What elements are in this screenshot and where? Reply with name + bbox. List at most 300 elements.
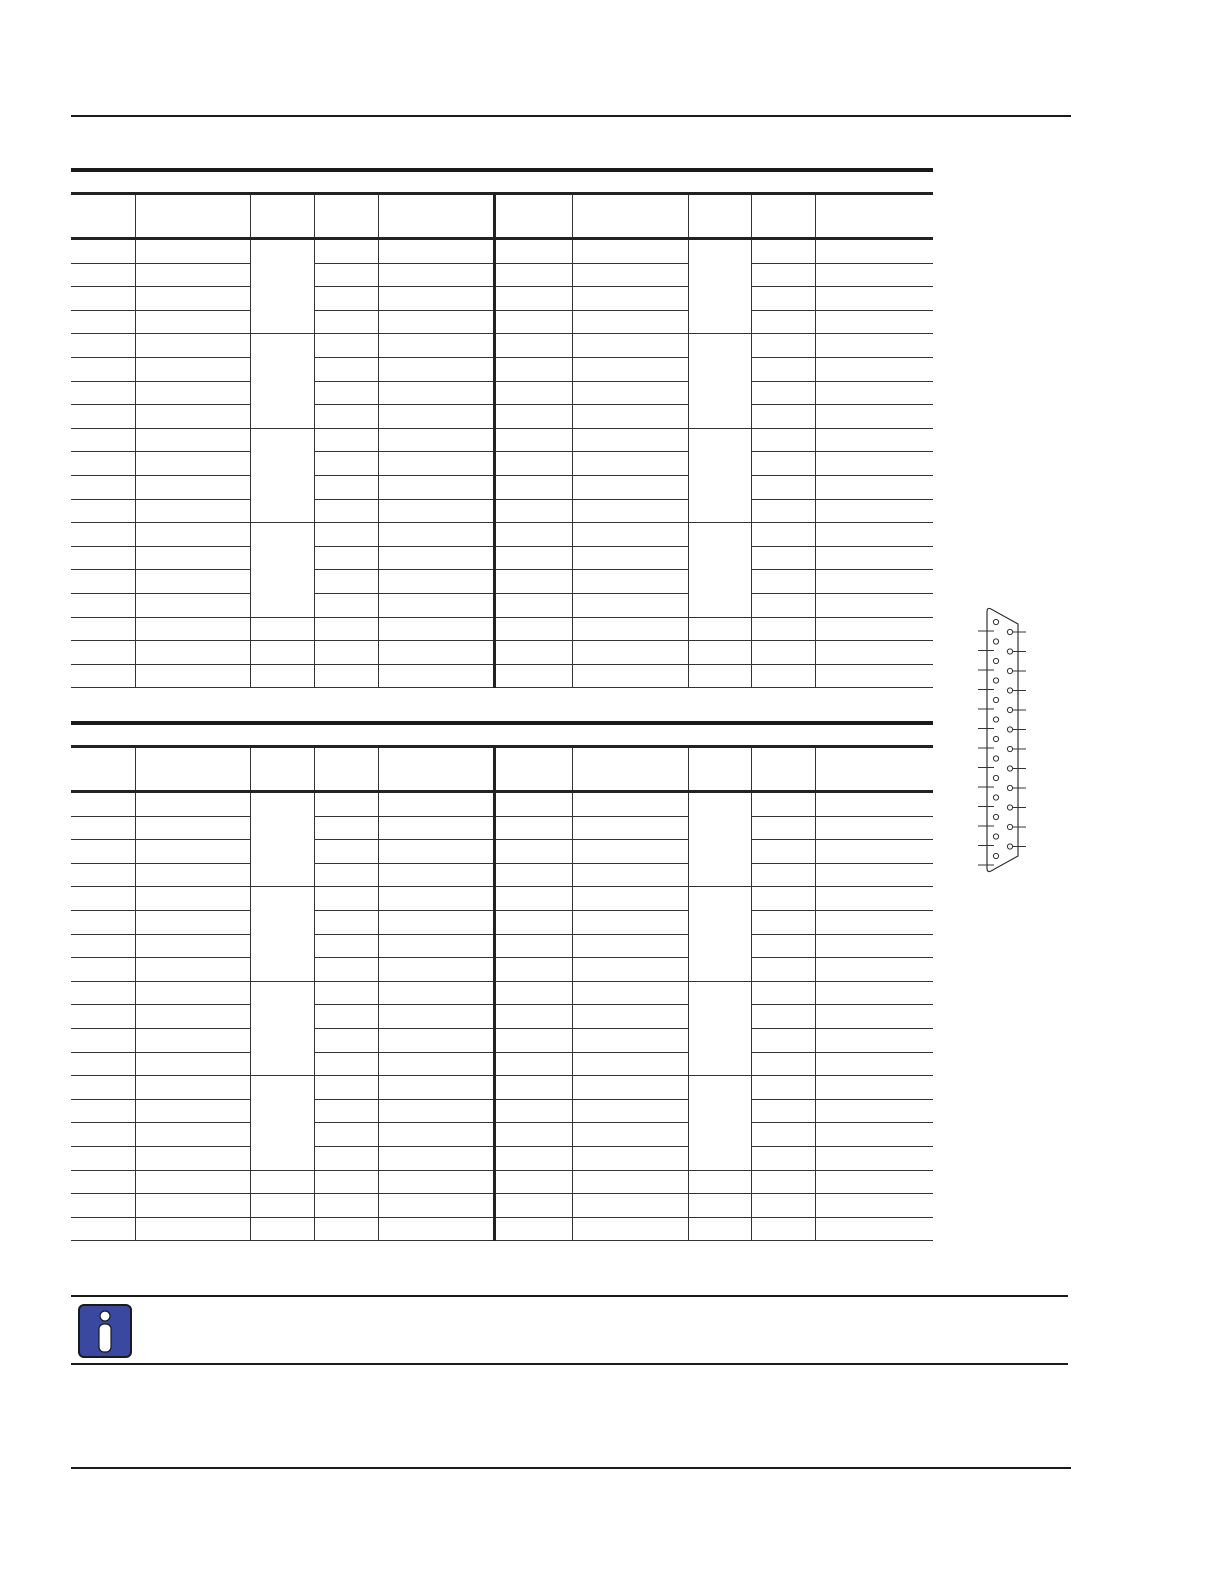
table-cell — [494, 357, 572, 381]
table-cell — [71, 546, 135, 570]
table-cell — [751, 593, 815, 617]
connector-pin — [993, 658, 998, 663]
table-cell — [494, 570, 572, 594]
table-cell — [135, 816, 250, 840]
table-cell — [71, 958, 135, 982]
table-row — [71, 593, 933, 617]
table-cell — [688, 840, 751, 864]
table-cell — [751, 1170, 815, 1194]
table-cell — [815, 1146, 933, 1170]
connector-pin — [993, 853, 998, 858]
table-cell — [135, 863, 250, 887]
table-cell — [378, 792, 494, 817]
table-cell — [314, 523, 378, 547]
table-cell — [815, 1170, 933, 1194]
table-cell — [378, 546, 494, 570]
table-cell — [572, 792, 688, 817]
table-cell — [572, 334, 688, 358]
connector-pin — [993, 834, 998, 839]
table-cell — [751, 381, 815, 405]
note-bottom-rule — [71, 1363, 1068, 1365]
table-cell — [314, 263, 378, 287]
table-cell — [494, 958, 572, 982]
table-row — [71, 357, 933, 381]
table-cell — [314, 1194, 378, 1218]
table-cell — [751, 405, 815, 429]
table-cell — [572, 816, 688, 840]
table-cell — [494, 405, 572, 429]
table-cell — [250, 1123, 314, 1147]
table-cell — [378, 475, 494, 499]
table-cell — [314, 570, 378, 594]
table-cell — [494, 840, 572, 864]
table-cell — [135, 1146, 250, 1170]
table-cell — [688, 499, 751, 523]
table-cell — [572, 1123, 688, 1147]
table-cell — [688, 593, 751, 617]
table-row — [71, 934, 933, 958]
table-cell — [494, 263, 572, 287]
table-cell — [71, 310, 135, 334]
table-cell — [572, 499, 688, 523]
connector-pin — [993, 814, 998, 819]
table-cell — [815, 452, 933, 476]
connector-pin — [1007, 824, 1012, 829]
table-row — [71, 570, 933, 594]
table-cell — [815, 1194, 933, 1218]
table-cell — [815, 381, 933, 405]
table-cell — [572, 981, 688, 1005]
table-cell — [494, 816, 572, 840]
table-cell — [314, 816, 378, 840]
table-cell — [135, 641, 250, 665]
table-cell — [815, 334, 933, 358]
table-cell — [135, 934, 250, 958]
table-cell — [688, 1052, 751, 1076]
table-row — [71, 863, 933, 887]
connector-pin — [1007, 805, 1012, 810]
table-cell — [688, 1099, 751, 1123]
table-cell — [494, 1146, 572, 1170]
table-cell — [71, 239, 135, 264]
table-cell — [71, 981, 135, 1005]
header-cell — [250, 194, 314, 239]
table-cell — [751, 1028, 815, 1052]
table-cell — [71, 357, 135, 381]
pinout-table-2 — [71, 745, 933, 1241]
table-cell — [378, 1217, 494, 1241]
table-cell — [314, 664, 378, 688]
table-cell — [250, 664, 314, 688]
table-cell — [314, 593, 378, 617]
table-cell — [378, 840, 494, 864]
header-rule — [71, 115, 1071, 117]
table-cell — [135, 357, 250, 381]
table-row — [71, 887, 933, 911]
header-cell — [250, 747, 314, 792]
table-cell — [135, 523, 250, 547]
table-cell — [751, 1123, 815, 1147]
table-cell — [250, 887, 314, 911]
table-cell — [314, 910, 378, 934]
table-cell — [135, 664, 250, 688]
table-cell — [572, 664, 688, 688]
header-cell — [688, 747, 751, 792]
table-cell — [314, 1005, 378, 1029]
table-cell — [135, 263, 250, 287]
table-cell — [688, 641, 751, 665]
table-cell — [751, 816, 815, 840]
table-header-row — [71, 747, 933, 792]
table-cell — [572, 310, 688, 334]
table-cell — [135, 570, 250, 594]
table-cell — [751, 475, 815, 499]
table-cell — [314, 334, 378, 358]
table-cell — [250, 792, 314, 817]
header-cell — [494, 747, 572, 792]
table-cell — [751, 934, 815, 958]
table-cell — [250, 381, 314, 405]
table-cell — [494, 428, 572, 452]
table-cell — [572, 840, 688, 864]
table-cell — [378, 1052, 494, 1076]
table-cell — [688, 981, 751, 1005]
table-cell — [572, 287, 688, 311]
table-cell — [71, 593, 135, 617]
table-cell — [250, 1146, 314, 1170]
table-cell — [815, 863, 933, 887]
table-cell — [688, 570, 751, 594]
header-cell — [815, 747, 933, 792]
table-cell — [494, 287, 572, 311]
table-cell — [751, 1099, 815, 1123]
table-cell — [688, 263, 751, 287]
header-cell — [314, 194, 378, 239]
table-cell — [494, 910, 572, 934]
table-cell — [572, 475, 688, 499]
connector-pin — [1007, 688, 1012, 693]
note-top-rule — [71, 1295, 1068, 1297]
table-row — [71, 499, 933, 523]
table-cell — [378, 428, 494, 452]
connector-pin — [1007, 844, 1012, 849]
table-cell — [494, 617, 572, 641]
table-cell — [572, 452, 688, 476]
connector-pin — [1007, 766, 1012, 771]
table-cell — [815, 792, 933, 817]
table-cell — [250, 452, 314, 476]
connector-pin — [993, 795, 998, 800]
table-cell — [572, 641, 688, 665]
table-2-top-rule — [71, 721, 933, 725]
table-cell — [71, 816, 135, 840]
table-1-top-rule — [71, 168, 933, 172]
table-cell — [135, 910, 250, 934]
table-cell — [751, 1194, 815, 1218]
table-cell — [135, 887, 250, 911]
table-cell — [378, 239, 494, 264]
table-cell — [494, 1052, 572, 1076]
table-cell — [572, 1146, 688, 1170]
table-cell — [314, 840, 378, 864]
table-cell — [751, 357, 815, 381]
table-cell — [250, 617, 314, 641]
table-cell — [250, 357, 314, 381]
table-cell — [688, 287, 751, 311]
table-cell — [71, 1099, 135, 1123]
table-cell — [572, 1076, 688, 1100]
table-cell — [494, 475, 572, 499]
table-cell — [688, 958, 751, 982]
header-cell — [751, 194, 815, 239]
table-cell — [378, 863, 494, 887]
connector-pin — [1007, 668, 1012, 673]
table-cell — [815, 641, 933, 665]
table-cell — [572, 958, 688, 982]
table-cell — [135, 840, 250, 864]
table-cell — [572, 428, 688, 452]
table-cell — [135, 381, 250, 405]
table-cell — [688, 452, 751, 476]
table-cell — [71, 934, 135, 958]
table-cell — [688, 357, 751, 381]
table-cell — [250, 840, 314, 864]
table-cell — [572, 546, 688, 570]
connector-pin — [993, 756, 998, 761]
table-cell — [815, 910, 933, 934]
table-cell — [688, 887, 751, 911]
table-cell — [314, 381, 378, 405]
table-cell — [494, 239, 572, 264]
table-cell — [378, 617, 494, 641]
table-cell — [494, 863, 572, 887]
table-cell — [815, 981, 933, 1005]
table-cell — [494, 1123, 572, 1147]
table-cell — [751, 499, 815, 523]
table-cell — [250, 863, 314, 887]
table-cell — [71, 1146, 135, 1170]
table-cell — [815, 287, 933, 311]
table-cell — [815, 1005, 933, 1029]
table-row — [71, 428, 933, 452]
table-cell — [688, 334, 751, 358]
table-cell — [572, 1217, 688, 1241]
table-cell — [494, 1194, 572, 1218]
table-cell — [815, 617, 933, 641]
table-cell — [378, 641, 494, 665]
table-row — [71, 1146, 933, 1170]
table-cell — [751, 664, 815, 688]
table-cell — [572, 523, 688, 547]
table-row — [71, 641, 933, 665]
table-cell — [250, 816, 314, 840]
table-cell — [378, 1194, 494, 1218]
table-cell — [314, 934, 378, 958]
table-cell — [572, 863, 688, 887]
table-cell — [314, 958, 378, 982]
table-cell — [688, 310, 751, 334]
table-row — [71, 1076, 933, 1100]
table-cell — [71, 499, 135, 523]
table-cell — [494, 641, 572, 665]
table-cell — [751, 546, 815, 570]
table-cell — [71, 405, 135, 429]
table-cell — [71, 287, 135, 311]
connector-pin — [1007, 727, 1012, 732]
table-cell — [378, 1028, 494, 1052]
table-cell — [688, 523, 751, 547]
table-cell — [378, 523, 494, 547]
table-cell — [314, 452, 378, 476]
table-cell — [378, 816, 494, 840]
table-cell — [572, 357, 688, 381]
header-cell — [135, 747, 250, 792]
header-cell — [135, 194, 250, 239]
table-cell — [250, 1170, 314, 1194]
table-cell — [751, 310, 815, 334]
table-row — [71, 1099, 933, 1123]
table-cell — [250, 1099, 314, 1123]
connector-pin — [1007, 649, 1012, 654]
table-cell — [494, 1028, 572, 1052]
table-cell — [135, 1028, 250, 1052]
connector-pin — [993, 717, 998, 722]
table-cell — [250, 570, 314, 594]
table-cell — [135, 546, 250, 570]
table-cell — [378, 570, 494, 594]
table-cell — [751, 1076, 815, 1100]
header-cell — [815, 194, 933, 239]
table-cell — [815, 664, 933, 688]
table-cell — [135, 334, 250, 358]
table-cell — [314, 1076, 378, 1100]
table-row — [71, 546, 933, 570]
connector-pin — [1007, 629, 1012, 634]
table-cell — [135, 239, 250, 264]
table-cell — [815, 357, 933, 381]
table-cell — [71, 792, 135, 817]
table-cell — [378, 981, 494, 1005]
table-cell — [314, 287, 378, 311]
table-row — [71, 816, 933, 840]
table-cell — [250, 428, 314, 452]
table-cell — [250, 546, 314, 570]
table-cell — [572, 263, 688, 287]
table-cell — [71, 1028, 135, 1052]
table-cell — [378, 499, 494, 523]
table-cell — [250, 1217, 314, 1241]
table-cell — [378, 1146, 494, 1170]
table-cell — [751, 263, 815, 287]
table-cell — [572, 934, 688, 958]
table-cell — [688, 1217, 751, 1241]
connector-pin — [993, 639, 998, 644]
table-cell — [815, 499, 933, 523]
table-cell — [71, 1123, 135, 1147]
table-cell — [250, 1194, 314, 1218]
table-cell — [135, 593, 250, 617]
table-cell — [378, 1005, 494, 1029]
table-cell — [71, 570, 135, 594]
table-cell — [751, 887, 815, 911]
table-cell — [314, 405, 378, 429]
connector-pin — [993, 736, 998, 741]
table-cell — [751, 1217, 815, 1241]
table-cell — [314, 981, 378, 1005]
table-cell — [688, 381, 751, 405]
table-cell — [135, 287, 250, 311]
table-cell — [494, 1099, 572, 1123]
table-cell — [751, 570, 815, 594]
table-row — [71, 287, 933, 311]
header-cell — [378, 194, 494, 239]
table-cell — [378, 287, 494, 311]
table-cell — [688, 664, 751, 688]
table-cell — [494, 310, 572, 334]
table-cell — [135, 452, 250, 476]
table-row — [71, 263, 933, 287]
header-cell — [751, 747, 815, 792]
table-cell — [378, 381, 494, 405]
table-cell — [572, 1052, 688, 1076]
table-cell — [688, 1076, 751, 1100]
table-row — [71, 310, 933, 334]
table-cell — [250, 334, 314, 358]
table-cell — [751, 1005, 815, 1029]
db25-connector-icon — [976, 604, 1028, 876]
table-cell — [71, 475, 135, 499]
table-cell — [688, 428, 751, 452]
table-cell — [135, 428, 250, 452]
table-cell — [688, 934, 751, 958]
table-cell — [378, 1123, 494, 1147]
table-cell — [314, 1123, 378, 1147]
table-cell — [250, 405, 314, 429]
table-cell — [378, 263, 494, 287]
table-cell — [250, 910, 314, 934]
table-cell — [688, 863, 751, 887]
table-cell — [688, 792, 751, 817]
footer-rule — [71, 1467, 1071, 1469]
table-cell — [572, 1194, 688, 1218]
table-cell — [314, 1052, 378, 1076]
table-cell — [71, 1005, 135, 1029]
table-cell — [494, 934, 572, 958]
table-row — [71, 523, 933, 547]
table-cell — [494, 452, 572, 476]
table-row — [71, 792, 933, 817]
table-cell — [71, 1194, 135, 1218]
table-cell — [135, 475, 250, 499]
table-cell — [688, 239, 751, 264]
table-cell — [572, 570, 688, 594]
table-cell — [135, 1123, 250, 1147]
table-row — [71, 381, 933, 405]
table-cell — [572, 617, 688, 641]
table-cell — [378, 593, 494, 617]
table-row — [71, 239, 933, 264]
table-cell — [751, 910, 815, 934]
connector-pin — [993, 678, 998, 683]
table-cell — [250, 475, 314, 499]
table-cell — [494, 499, 572, 523]
table-cell — [751, 334, 815, 358]
connector-pin — [1007, 746, 1012, 751]
table-cell — [572, 239, 688, 264]
table-cell — [572, 1028, 688, 1052]
table-cell — [815, 239, 933, 264]
header-cell — [572, 194, 688, 239]
